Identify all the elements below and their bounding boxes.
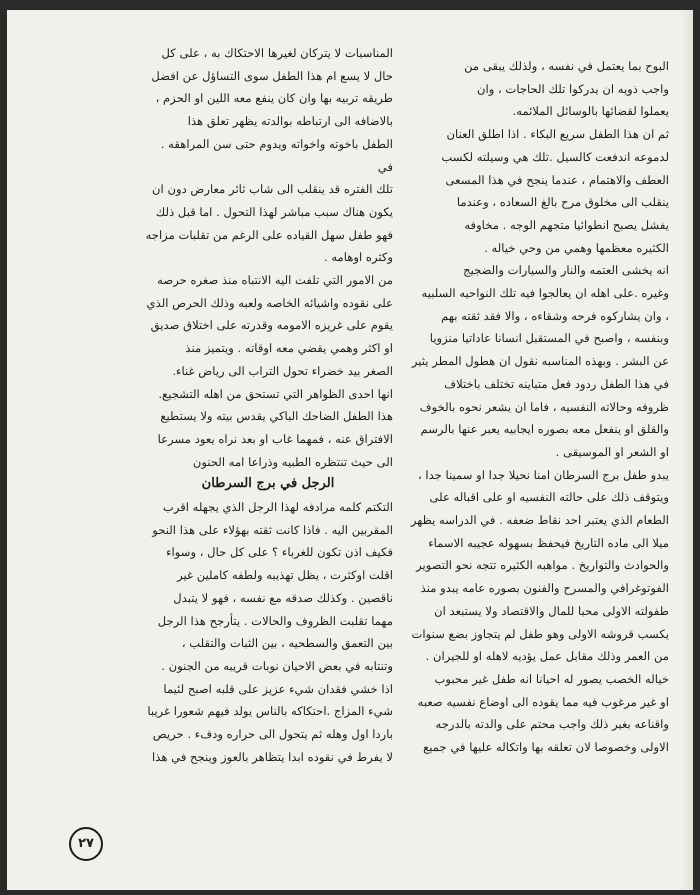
text-line: على نقوده واشيائه الخاصه ولعبه وذلك الحرص الذي xyxy=(146,295,393,310)
text-line: يكون هناك سبب مباشر لهذا التحول . اما قبل ذلك xyxy=(155,204,393,219)
text-line: وبنفسه ، واصبح في المستقبل انسانا عاداتيا منزويا xyxy=(429,331,669,346)
text-line: انها احدى الظواهر التي تستحق من اهله التشجيع. xyxy=(158,386,393,401)
text-line: اقلت اوكثرت ، يظل تهذيبه ولطفه كاملين غير xyxy=(177,568,393,583)
text-line: هذا الطفل الضاحك الباكي يقدس بيته ولا يستطيع xyxy=(160,409,393,424)
text-line: وتنتابه في بعض الاحيان نوبات قريبه من الجنون . xyxy=(161,658,393,673)
text-line: الافتراق عنه ، فمهما غاب او بعد نراه يعود مسرعا xyxy=(157,431,393,446)
text-line: يعملوا لقضائها بالوسائل الملائمه. xyxy=(512,104,669,119)
text-line: يفشل يصبح انطوائيا متجهم الوجه . مخاوفه xyxy=(464,217,669,232)
text-line: يبدو طفل برج السرطان امنا نحيلا جدا او سمينا جدا ، xyxy=(417,467,669,482)
text-line: خياله الخصب يصور له احيانا انه طفل غير محبوب xyxy=(434,671,669,686)
text-line: اذا خشي فقدان شيء عزيز على قلبه اصبح لئيما xyxy=(163,681,393,696)
text-line: التكتم كلمه مرادفه لهذا الرجل الذي يجهله اقرب xyxy=(162,500,393,515)
section-heading: الرجل في برج السرطان xyxy=(201,476,335,492)
text-line: حال لا يسع ام هذا الطفل سوى التساؤل عن افضل xyxy=(151,68,393,83)
left-column xyxy=(143,42,393,769)
text-line: طريقه تربيه بها وان كان ينفع معه اللين او الحزم ، xyxy=(155,91,393,106)
text-line: او الشعر او الموسيقى . xyxy=(555,444,669,459)
text-line: طفولته الاولى محبا للمال والاقتصاد ولا يستبعد ان xyxy=(434,603,669,618)
text-line: الاولى وخصوصا لان تعلقه بها واتكاله عليها في جميع xyxy=(423,740,669,755)
text-line: شيء المزاج .احتكاكه بالناس يولد فيهم شعورا غريبا xyxy=(147,704,393,719)
document-page xyxy=(7,10,693,890)
page-number: ٢٧ xyxy=(69,827,103,861)
text-line: او اكثر وهمي يقضي معه اوقاته . ويتميز منذ xyxy=(185,341,393,356)
text-line: الطعام الذي يعتبر احد نقاط ضعفه . في الدراسه يظهر xyxy=(410,513,669,528)
text-line: باردا اول وهله ثم يتحول الى حراره ودفء . حريص xyxy=(152,727,393,742)
text-line: او غير مرغوب فيه مما يقوده الى اوضاع نفسيه صعبه xyxy=(417,694,669,709)
text-line: انه يخشى العتمه والنار والسيارات والضجيج xyxy=(463,263,669,278)
text-line: من الامور التي تلفت اليه الانتباه منذ صغره حرصه xyxy=(157,273,393,288)
text-line: بالاضافه الى ارتباطه بوالدته يظهر تعلق هذا xyxy=(187,114,393,129)
text-line: ناقصين . وكذلك صدقه مع نفسه ، فهو لا يتبدل xyxy=(173,590,393,605)
text-line: والقلق او ينفعل معه بصوره ايجابيه يعبر عنها بالرسم xyxy=(420,422,669,437)
text-line: يقوم على غريزه الامومه وقدرته على اختلاق صديق xyxy=(150,318,393,333)
text-line: واقناعه بغير ذلك واجب محتم على والدته بالدرجه xyxy=(435,717,669,732)
text-line: العطف والاهتمام ، عندما ينجح في هذا المسعى xyxy=(445,172,669,187)
text-line: ثم ان هذا الطفل سريع البكاء . اذا اطلق العنان xyxy=(446,127,669,142)
text-line: فهو طفل سهل القياده على الرغم من تقلبات مزاجه xyxy=(145,227,393,242)
text-line: بين التعمق والسطحيه ، بين الثبات والتقلب ، xyxy=(181,636,393,651)
text-line: والحوادث والتواريخ . مواهبه الكثيره تتجه نحو التصوير xyxy=(416,558,669,573)
text-line: ينقلب الى مخلوق مرح بالغ السعاده ، وعندما xyxy=(456,195,669,210)
text-line: مهما تقلبت الظروف والحالات . يتأرجح هذا الرجل xyxy=(157,613,393,628)
text-line: ميلا الى ماده التاريخ فيحفظ بسهوله عجيبه الاسماء xyxy=(428,535,669,550)
text-line: الصغر بيد خضراء تحول التراب الى رياض غناء. xyxy=(172,363,393,378)
text-line: المقربين اليه . فاذا كانت ثقته بهؤلاء على هذا النحو xyxy=(152,522,393,537)
text-line: فكيف اذن تكون للغرباء ؟ على كل حال ، وسواء xyxy=(166,545,393,560)
text-line: الطفل باخوته واخواته ويدوم حتى سن المراهقه . في xyxy=(160,136,393,174)
text-line: ، وان يشاركوه فرحه وشقاءه ، والا فقد ثقته بهم xyxy=(441,308,669,323)
text-line: واجب ذويه ان يدركوا تلك الحاجات ، وان xyxy=(476,81,669,96)
text-line: الفوتوغرافي والمسرح والفنون بصوره عامه يبدو منذ xyxy=(420,581,669,596)
text-line: ظروفه وحالاته النفسيه ، فاما ان يشعر نحوه بالخوف xyxy=(419,399,669,414)
text-line: البوح بما يعتمل في نفسه ، ولذلك يبقى من xyxy=(464,59,669,73)
text-line: الى حيث تنتظره الطبيه وذراعا امه الحنون xyxy=(192,454,393,469)
text-line: المناسبات لا يتركان لغيرها الاحتكاك به ، على كل xyxy=(161,46,393,60)
text-line: في هذا الطفل ردود فعل متباينه تختلف باختلاف xyxy=(444,376,669,391)
text-line: لا يفرط في نقوده ابدا يتظاهر بالعوز وينجح في هذا xyxy=(152,749,393,764)
text-line: عن البشر . وبهذه المناسبه نقول ان هطول المطر يثير xyxy=(411,354,669,369)
text-line: تلك الفتره قد ينقلب الى شاب ثائر معارض دون ان xyxy=(152,182,393,197)
text-line: لدموعه اندفعت كالسيل .تلك هي وسيلته لكسب xyxy=(441,149,669,164)
text-line: يكسب قروشه الاولى وهو طفل لم يتجاوز بضع سنوات xyxy=(411,626,669,641)
text-line: وغيره .على اهله ان يعالجوا فيه تلك النواحيه السلبيه xyxy=(421,286,669,301)
text-line: الكثيره معظمها وهمي من وحي خياله . xyxy=(484,240,669,255)
page-edge-shadow xyxy=(681,10,693,890)
right-column xyxy=(401,55,669,759)
text-line: وكثره اوهامه . xyxy=(323,250,393,265)
text-line: ويتوقف ذلك على حالته النفسيه او على اقباله على xyxy=(429,490,669,505)
text-line: من العمر وذلك مقابل عمل يؤديه لاهله او للجيران . xyxy=(425,649,669,664)
